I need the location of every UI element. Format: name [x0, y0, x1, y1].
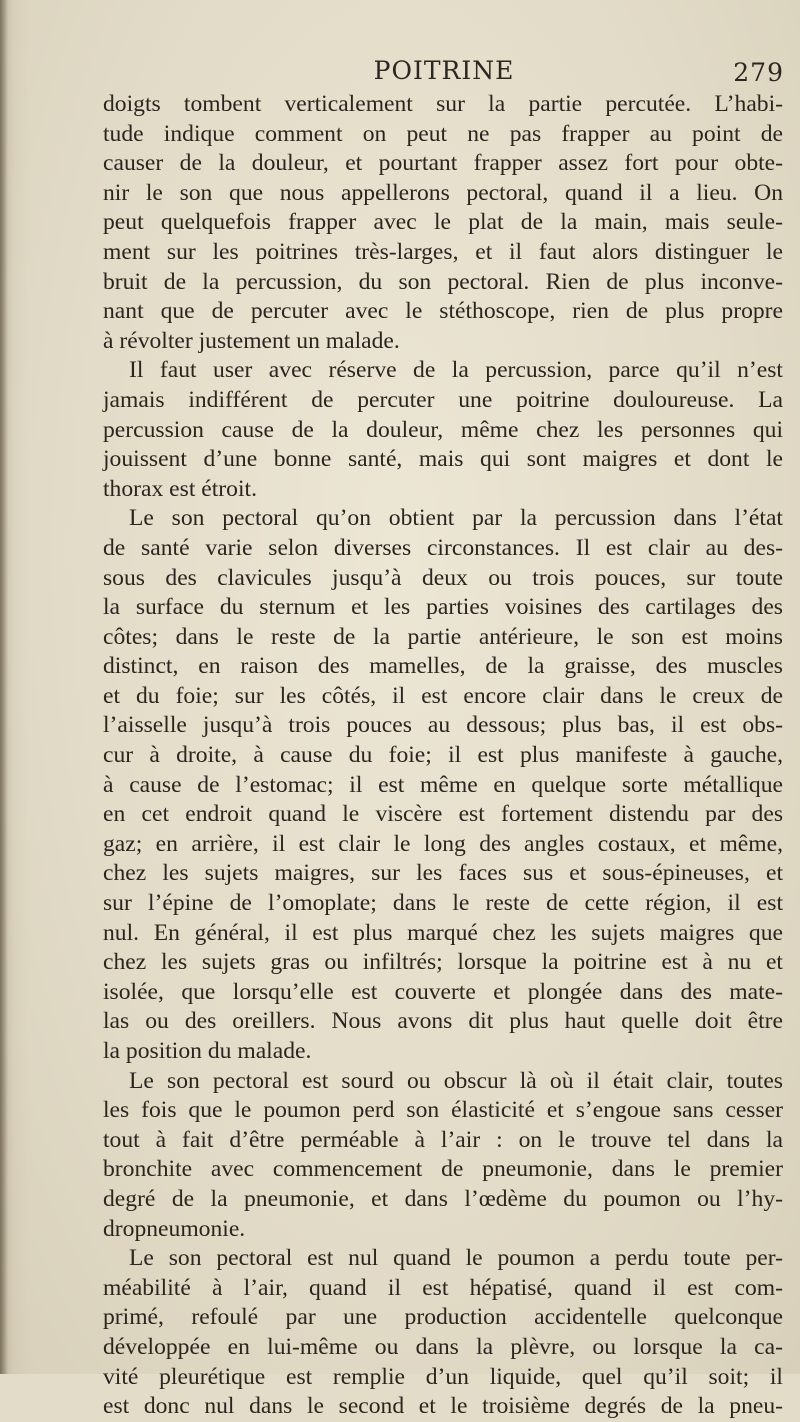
page-binding-shadow: [0, 0, 8, 1374]
text-line: degré de la pneumonie, et dans l’œdème du poumon ou l’hy-: [103, 1185, 783, 1212]
text-line: la position du malade.: [103, 1038, 312, 1064]
text-line: cur à droite, à cause du foie; il est plus manifeste à gauche,: [103, 742, 783, 769]
text-line: jamais indifférent de percuter une poitrine douloureuse. La: [103, 386, 783, 413]
text-line: bruit de la percussion, du son pectoral. Rien de plus inconve-: [103, 268, 783, 295]
text-line: las ou des oreillers. Nous avons dit plus haut quelle doit être: [103, 1008, 783, 1035]
text-line: Le son pectoral est sourd ou obscur là où il était clair, toutes: [129, 1067, 783, 1094]
text-line: méabilité à l’air, quand il est hépatisé, quand il est com-: [103, 1274, 783, 1301]
text-line: Le son pectoral est nul quand le poumon a perdu toute per-: [129, 1245, 783, 1272]
text-line: est donc nul dans le second et le troisième degrés de la pneu-: [103, 1393, 783, 1420]
text-line: dropneumonie.: [103, 1215, 246, 1242]
text-line: côtes; dans le reste de la partie antérieure, le son est moins: [103, 623, 783, 650]
text-line: bronchite avec commencement de pneumonie, dans le premier: [103, 1156, 783, 1183]
text-line: thorax est étroit.: [103, 475, 257, 502]
text-line: ment sur les poitrines très-larges, et il faut alors distinguer le: [103, 238, 783, 265]
text-line: causer de la douleur, et pourtant frapper assez fort pour obte-: [103, 150, 783, 177]
text-line: chez les sujets gras ou infiltrés; lorsque la poitrine est à nu et: [103, 949, 783, 976]
text-line: vité pleurétique est remplie d’un liquide, quel qu’il soit; il: [103, 1363, 783, 1390]
text-line: les fois que le poumon perd son élasticité et s’engoue sans cesser: [103, 1097, 783, 1124]
text-line: chez les sujets maigres, sur les faces sus et sous-épineuses, et: [103, 860, 783, 887]
text-line: gaz; en arrière, il est clair le long des angles costaux, et même,: [103, 830, 783, 857]
text-line: doigts tombent verticalement sur la partie percutée. L’habi-: [103, 91, 783, 117]
page-header: [102, 56, 786, 92]
text-line: de santé varie selon diverses circonstances. Il est clair au des-: [103, 534, 783, 561]
text-line: à révolter justement un malade.: [103, 327, 400, 354]
text-line: en cet endroit quand le viscère est fortement distendu par des: [103, 801, 783, 828]
text-line: peut quelquefois frapper avec le plat de la main, mais seule-: [103, 209, 783, 236]
text-line: tude indique comment on peut ne pas frapper au point de: [103, 120, 783, 147]
text-line: primé, refoulé par une production accidentelle quelconque: [103, 1304, 783, 1331]
text-line: Il faut user avec réserve de la percussion, parce qu’il n’est: [129, 357, 783, 384]
text-line: et du foie; sur les côtés, il est encore clair dans le creux de: [103, 682, 783, 709]
text-line: sur l’épine de l’omoplate; dans le reste de cette région, il est: [103, 890, 783, 917]
text-line: nir le son que nous appellerons pectoral, quand il a lieu. On: [103, 179, 783, 206]
text-line: tout à fait d’être perméable à l’air : on le trouve tel dans la: [103, 1126, 783, 1153]
text-line: nul. En général, il est plus marqué chez les sujets maigres que: [103, 919, 783, 946]
text-line: sous des clavicules jusqu’à deux ou trois pouces, sur toute: [103, 564, 783, 591]
text-line: isolée, que lorsqu’elle est couverte et plongée dans des mate-: [103, 978, 783, 1005]
running-title: POITRINE: [373, 56, 515, 85]
text-line: à cause de l’estomac; il est même en quelque sorte métallique: [103, 771, 783, 798]
text-line: Le son pectoral qu’on obtient par la percussion dans l’état: [129, 505, 783, 532]
text-line: l’aisselle jusqu’à trois pouces au dessous; plus bas, il est obs-: [103, 712, 783, 739]
body-text: [103, 90, 783, 1422]
text-line: nant que de percuter avec le stéthoscope, rien de plus propre: [103, 298, 783, 325]
page-number: 279: [733, 58, 784, 87]
text-line: distinct, en raison des mamelles, de la graisse, des muscles: [103, 653, 783, 680]
text-line: développée en lui-même ou dans la plèvre, ou lorsque la ca-: [103, 1333, 783, 1360]
text-line: jouissent d’une bonne santé, mais qui sont maigres et dont le: [103, 446, 783, 473]
text-line: percussion cause de la douleur, même chez les personnes qui: [103, 416, 783, 443]
text-line: la surface du sternum et les parties voisines des cartilages des: [103, 594, 783, 621]
